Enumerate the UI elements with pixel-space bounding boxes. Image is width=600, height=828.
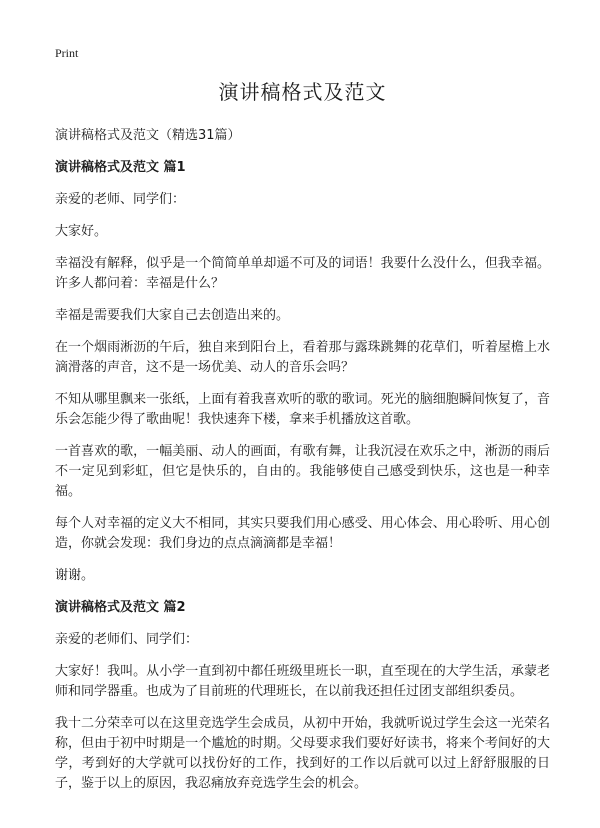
paragraph: 每个人对幸福的定义大不相同，其实只要我们用心感受、用心体会、用心聆听、用心创造，你就会发现：我们身边的点点滴滴都是幸福！ bbox=[55, 516, 550, 551]
paragraph: 不知从哪里飘来一张纸，上面有着我喜欢听的歌的歌词。死光的脑细胞瞬间恢复了，音乐会怎能少得了歌曲呢！我快速奔下楼，拿来手机播放这首歌。 bbox=[55, 392, 550, 427]
page-title: 演讲稿格式及范文 bbox=[218, 80, 387, 104]
document-subtitle: 演讲稿格式及范文（精选31篇） bbox=[55, 128, 241, 143]
print-link[interactable]: Print bbox=[55, 46, 79, 60]
document-body bbox=[55, 78, 550, 806]
paragraph: 幸福是需要我们大家自己去创造出来的。 bbox=[55, 308, 290, 323]
paragraph: 我十二分荣幸可以在这里竞选学生会成员，从初中开始，我就听说过学生会这一光荣名称，但由于初中时期是一个尴尬的时期。父母要求我们要好好读书，将来个考间好的大学，考到好的大学就可以找份好的工作，找到好的工作以后就可以过上舒舒服服的日子，鉴于以上的原因，我忍痛放弃竞选学生会的机会。 bbox=[55, 716, 550, 791]
section-heading: 演讲稿格式及范文 篇1 bbox=[55, 160, 186, 175]
paragraph: 谢谢。 bbox=[55, 568, 95, 583]
paragraph: 大家好。 bbox=[55, 224, 108, 239]
paragraph: 幸福没有解释，似乎是一个简简单单却遥不可及的词语！我要什么没什么，但我幸福。许多人都问着：幸福是什么？ bbox=[55, 256, 550, 291]
paragraph: 亲爱的老师们、同学们： bbox=[55, 632, 199, 647]
paragraph: 在一个烟雨淅沥的午后，独自来到阳台上，看着那与露珠跳舞的花草们，听着屋檐上水滴滑落的声音，这不是一场优美、动人的音乐会吗？ bbox=[55, 340, 550, 375]
paragraph: 亲爱的老师、同学们： bbox=[55, 192, 186, 207]
paragraph: 一首喜欢的歌，一幅美丽、动人的画面，有歌有舞，让我沉浸在欢乐之中，淅沥的雨后不一定见到彩虹，但它是快乐的，自由的。我能够使自己感受到快乐，这也是一种幸福。 bbox=[55, 444, 550, 499]
section-1 bbox=[55, 158, 550, 586]
section-2 bbox=[55, 598, 550, 794]
paragraph: 大家好！我叫。从小学一直到初中都任班级里班长一职，直至现在的大学生活，承蒙老师和同学器重。也成为了目前班的代理班长，在以前我还担任过团支部组织委员。 bbox=[55, 664, 550, 699]
section-heading: 演讲稿格式及范文 篇2 bbox=[55, 600, 186, 615]
